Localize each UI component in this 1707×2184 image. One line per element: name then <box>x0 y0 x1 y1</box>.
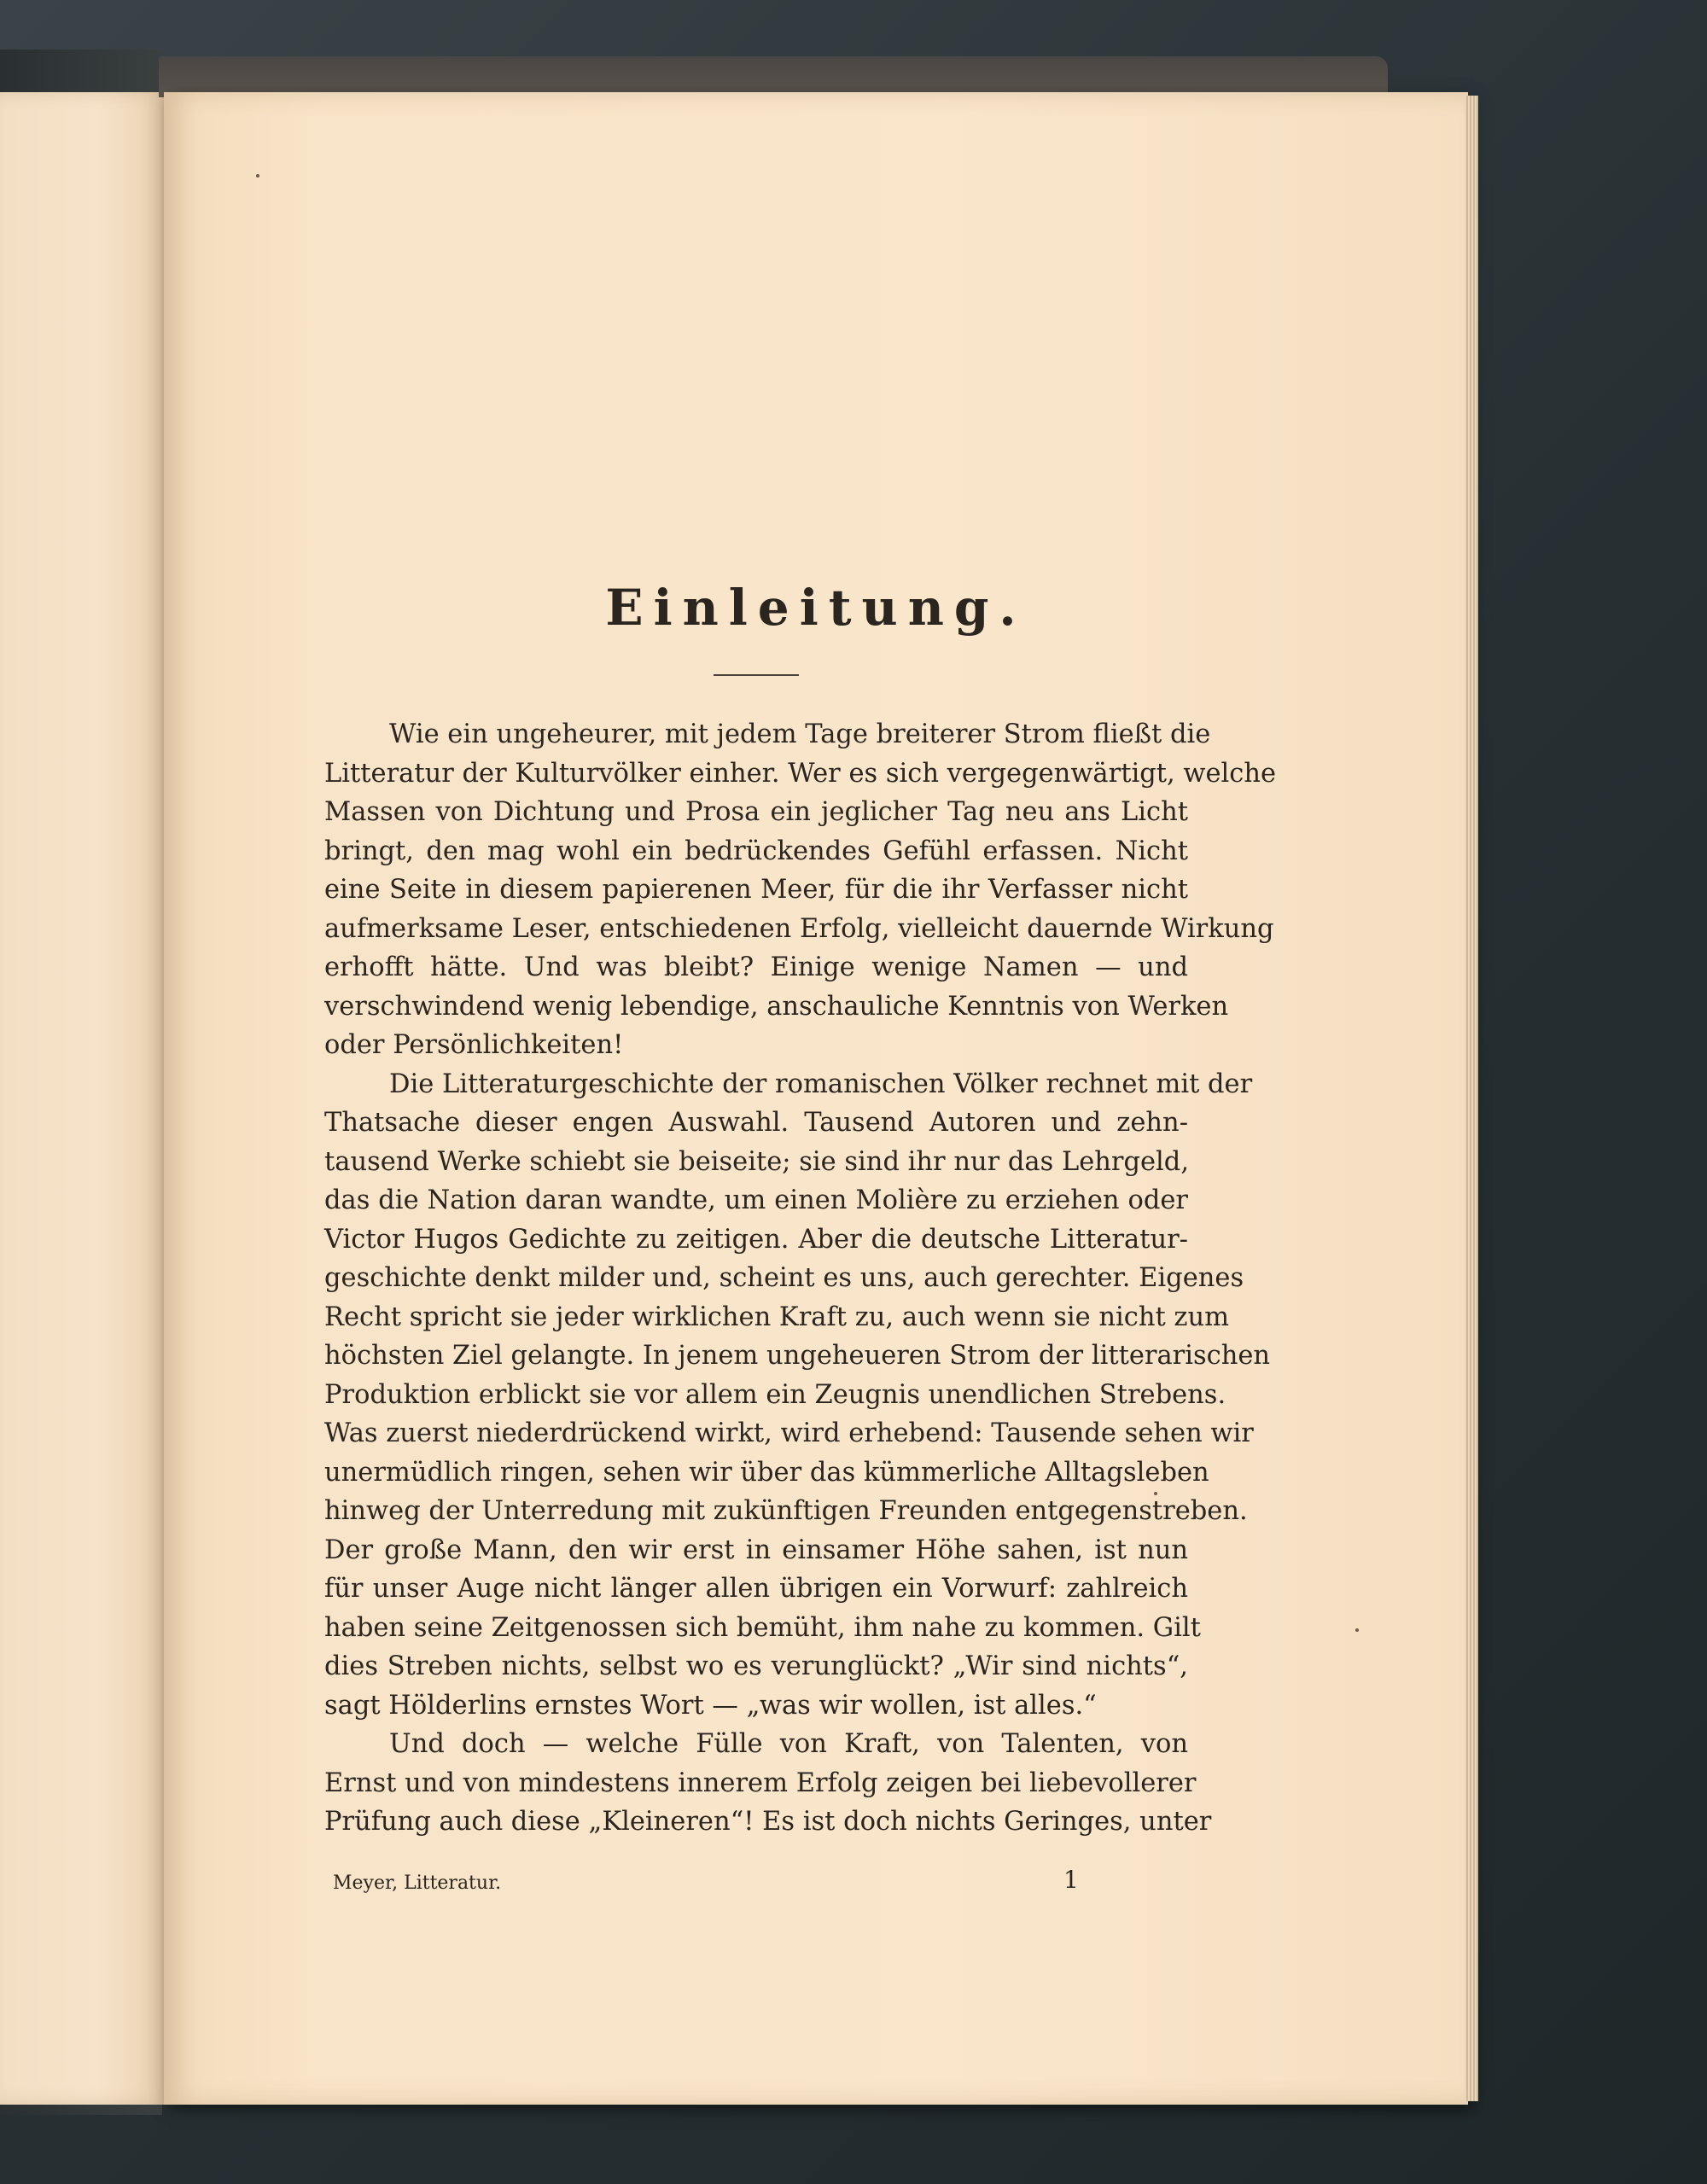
text-line: für unser Auge nicht länger allen übrigen ein Vorwurf: zahlreich <box>324 1574 1188 1604</box>
text-line: tausend Werke schiebt sie beiseite; sie sind ihr nur das Lehrgeld, <box>324 1146 1190 1177</box>
text-line: Thatsache dieser engen Auswahl. Tausend Autoren und zehn- <box>324 1108 1188 1138</box>
text-line: Massen von Dichtung und Prosa ein jeglicher Tag neu ans Licht <box>324 797 1188 827</box>
text-line: aufmerksame Leser, entschiedenen Erfolg, vielleicht dauernde Wirkung <box>324 913 1274 944</box>
paragraph-1 <box>324 715 1277 1065</box>
footer-signature: Meyer, Litteratur. <box>333 1872 502 1894</box>
text-line: Wie ein ungeheurer, mit jedem Tage breiterer Strom fließt die <box>389 719 1211 749</box>
text-line: oder Persönlichkeiten! <box>324 1030 624 1060</box>
text-line: erhofft hätte. Und was bleibt? Einige wenige Namen — und <box>324 952 1188 982</box>
text-line: Prüfung auch diese „Kleineren“! Es ist doch nichts Geringes, unter <box>324 1807 1212 1837</box>
text-line: verschwindend wenig lebendige, anschauliche Kenntnis von Werken <box>324 991 1229 1022</box>
text-line: sagt Hölderlins ernstes Wort — „was wir wollen, ist alles.“ <box>324 1690 1097 1721</box>
paper-speck <box>1154 1492 1157 1495</box>
text-line: Und doch — welche Fülle von Kraft, von Talenten, von <box>389 1729 1188 1759</box>
text-line: bringt, den mag wohl ein bedrückendes Gefühl erfassen. Nicht <box>324 836 1188 866</box>
text-line: Litteratur der Kulturvölker einher. Wer es sich vergegenwärtigt, welche <box>324 758 1277 789</box>
text-line: hinweg der Unterredung mit zukünftigen Freunden entgegenstreben. <box>324 1496 1248 1526</box>
book-page <box>164 92 1468 2105</box>
page-stack-edge <box>1465 96 1478 2101</box>
text-line: unermüdlich ringen, sehen wir über das kümmerliche Alltagsleben <box>324 1457 1209 1488</box>
paragraph-3 <box>324 1725 1212 1842</box>
text-line: Der große Mann, den wir erst in einsamer Höhe sahen, ist nun <box>324 1535 1188 1565</box>
text-line: dies Streben nichts, selbst wo es verunglückt? „Wir sind nichts“, <box>324 1651 1188 1681</box>
text-line: haben seine Zeitgenossen sich bemüht, ihm nahe zu kommen. Gilt <box>324 1612 1201 1643</box>
body-text <box>324 715 1277 1842</box>
text-line: eine Seite in diesem papierenen Meer, für die ihr Verfasser nicht <box>324 875 1188 905</box>
book-cover-edge <box>159 56 1388 97</box>
text-line: Produktion erblickt sie vor allem ein Zeugnis unendlichen Strebens. <box>324 1379 1226 1410</box>
page-number: 1 <box>1063 1866 1079 1894</box>
text-line: das die Nation daran wandte, um einen Molière zu erziehen oder <box>324 1185 1188 1215</box>
paper-speck <box>1355 1628 1359 1632</box>
left-page-edge <box>0 92 166 2105</box>
text-line: Recht spricht sie jeder wirklichen Kraft zu, auch wenn sie nicht zum <box>324 1302 1230 1332</box>
text-line: Die Litteraturgeschichte der romanischen Völker rechnet mit der <box>389 1069 1253 1099</box>
text-line: Was zuerst niederdrückend wirkt, wird erhebend: Tausende sehen wir <box>324 1418 1254 1448</box>
text-line: Victor Hugos Gedichte zu zeitigen. Aber die deutsche Litteratur- <box>324 1224 1188 1255</box>
text-line: Ernst und von mindestens innerem Erfolg zeigen bei liebevollerer <box>324 1768 1197 1798</box>
paper-speck <box>256 174 259 178</box>
text-line: höchsten Ziel gelangte. In jenem ungeheueren Strom der litterarischen <box>324 1341 1271 1371</box>
paragraph-2 <box>324 1065 1271 1726</box>
text-line: geschichte denkt milder und, scheint es uns, auch gerechter. Eigenes <box>324 1263 1244 1293</box>
heading-rule <box>714 674 799 676</box>
chapter-heading: Einleitung. <box>605 579 1027 637</box>
